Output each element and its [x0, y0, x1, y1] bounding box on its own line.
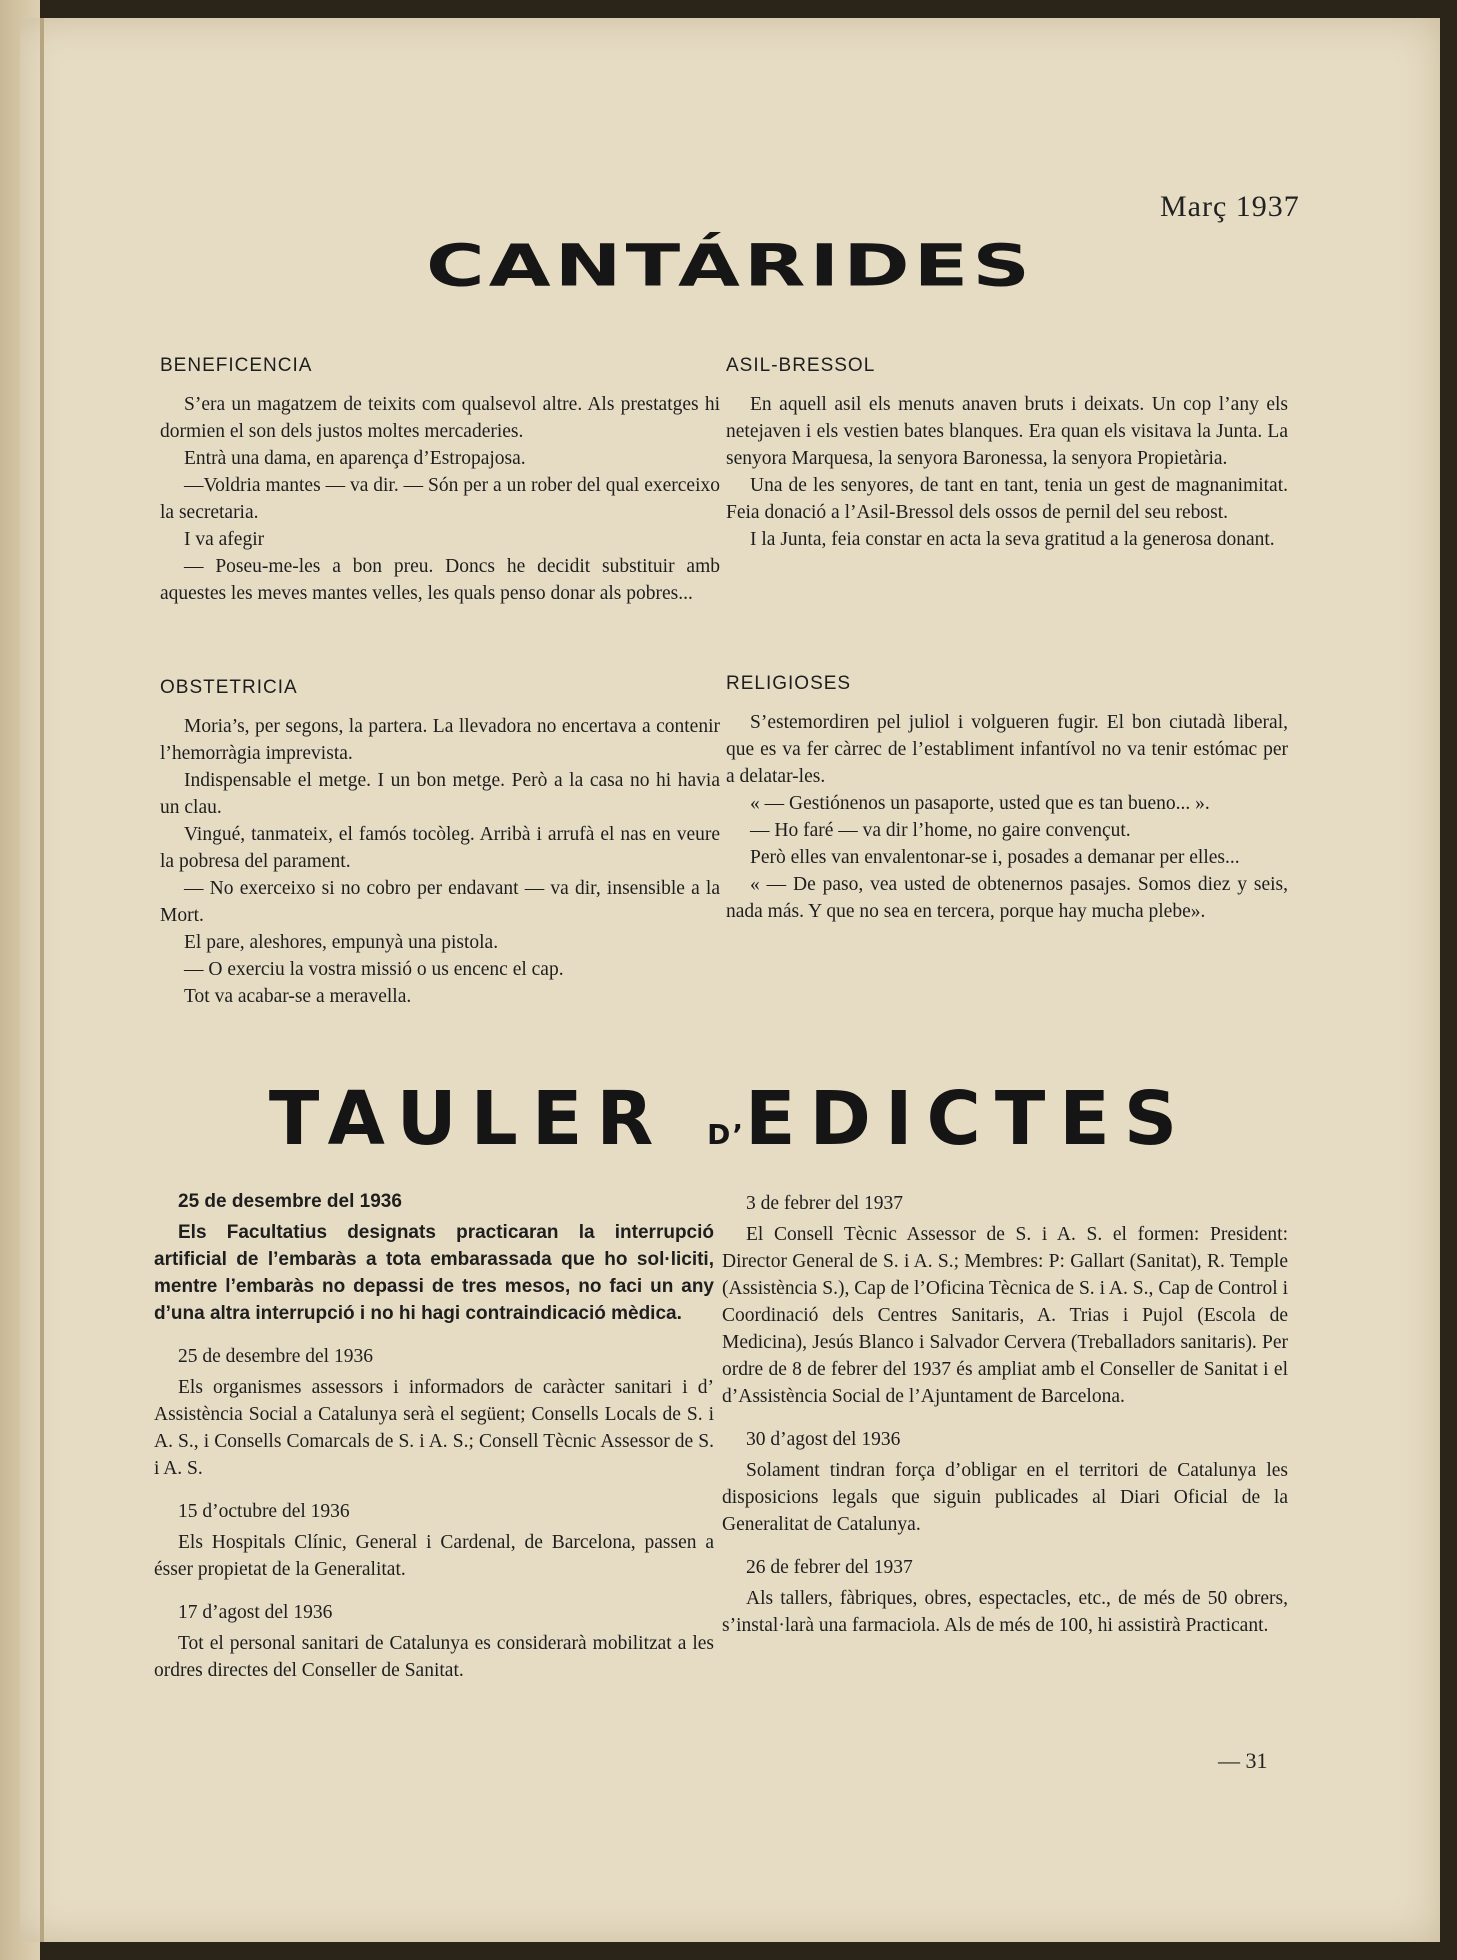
edict-entry [154, 1188, 714, 1327]
article-religioses [726, 670, 1288, 925]
paragraph: I la Junta, feia constar en acta la seva gratitud a la generosa donant. [750, 529, 1275, 550]
paragraph: « — Gestiónenos un pasaporte, usted que es tan bueno... ». [750, 793, 1210, 814]
edict-text: Als tallers, fàbriques, obres, espectacles, etc., de més de 50 obrers, s’instal·larà una farmaciola. Als de més de 100, hi assistirà Practicant. [722, 1588, 1288, 1636]
edict-date: 25 de desembre del 1936 [178, 1346, 373, 1367]
article-asil-bressol [726, 352, 1288, 553]
article-heading: OBSTETRICIA [160, 677, 298, 698]
edict-text: Els organismes assessors i informadors de caràcter sanitari i d’ Assistència Social a Catalunya serà el següent; Consells Locals de S. i A. S., i Consells Comarcals de S. i A. S.; Consell Tècnic Assessor de S. i A. S. [154, 1377, 714, 1479]
edict-entry [154, 1599, 714, 1684]
cantarides-left-column [160, 352, 720, 625]
paragraph: El pare, aleshores, empunyà una pistola. [184, 932, 499, 953]
section-title-tauler-edictes [20, 1076, 1440, 1162]
paragraph: S’estemordiren pel juliol i volgueren fugir. El bon ciutadà liberal, que es va fer càrrec de l’establiment infantívol no va tenir estómac per a delatar-les. [726, 712, 1288, 787]
page-fold [40, 18, 44, 1942]
edict-text: Tot el personal sanitari de Catalunya es considerarà mobilitzat a les ordres directes del Conseller de Sanitat. [154, 1633, 714, 1681]
paragraph: En aquell asil els menuts anaven bruts i deixats. Un cop l’any els netejaven i els vestien bates blanques. Era quan els visitava la Junta. La senyora Marquesa, la senyora Baronessa, la senyora Propietària. [726, 394, 1288, 469]
paragraph: — Ho faré — va dir l’home, no gaire convençut. [750, 820, 1131, 841]
edict-text: Els Facultatius designats practicaran la interrupció artificial de l’embaràs a tota embarassada que ho sol·liciti, mentre l’embaràs no depassi de tres mesos, no faci un any d’una altra interrupció i no hi hagi contraindicació mèdica. [154, 1222, 714, 1324]
edict-date: 3 de febrer del 1937 [746, 1193, 904, 1214]
edict-date: 15 d’octubre del 1936 [178, 1501, 350, 1522]
edict-text: El Consell Tècnic Assessor de S. i A. S. el formen: President: Director General de S. i A. S.; Membres: P: Gallart (Sanitat), R. Temple (Assistència S.), Cap de l’Oficina Tècnica de S. i A. S., Cap de Control i Coordinació dels Centres Sanitaris, A. Trias i Pujol (Escola de Medicina), Jesús Blanco i Salvador Cervera (Treballadors sanitaris). Per ordre de 8 de febrer del 1937 és ampliat amb el Conseller de Sanitat i el d’Assistència Social de l’Ajuntament de Barcelona. [722, 1224, 1288, 1407]
paragraph: —Voldria mantes — va dir. — Són per a un rober del qual exerceixo la secretaria. [160, 475, 720, 523]
edict-date: 30 d’agost del 1936 [746, 1429, 901, 1450]
magazine-page [20, 18, 1440, 1942]
edict-date: 17 d’agost del 1936 [178, 1602, 333, 1623]
section-title-cantarides: CANTÁRIDES [426, 232, 1034, 299]
paragraph: Tot va acabar-se a meravella. [184, 986, 412, 1007]
edict-entry [154, 1498, 714, 1583]
paragraph: — Poseu-me-les a bon preu. Doncs he decidit substituir amb aquestes les meves mantes velles, les quals penso donar als pobres... [160, 556, 720, 604]
cantarides-right-column [726, 352, 1288, 571]
edict-entry [722, 1426, 1288, 1538]
cantarides-right-column-lower [726, 670, 1288, 943]
title-part: D’ [707, 1118, 745, 1151]
paragraph: Una de les senyores, de tant en tant, tenia un gest de magnanimitat. Feia donació a l’Asil-Bressol dels ossos de pernil del seu rebost. [726, 475, 1288, 523]
page-number: — 31 [1218, 1748, 1268, 1773]
edictes-left-column [154, 1188, 714, 1700]
edict-text: Els Hospitals Clínic, General i Cardenal, de Barcelona, passen a ésser propietat de la Generalitat. [154, 1532, 714, 1580]
paragraph: Moria’s, per segons, la partera. La llevadora no encertava a contenir l’hemorràgia imprevista. [160, 716, 720, 764]
issue-date: Març 1937 [1160, 190, 1300, 223]
edict-entry [722, 1554, 1288, 1639]
edict-entry [722, 1190, 1288, 1410]
paragraph: — No exerceixo si no cobro per endavant — va dir, insensible a la Mort. [160, 878, 720, 926]
cantarides-left-column-lower [160, 674, 720, 1028]
paragraph: — O exerciu la vostra missió o us encenc el cap. [184, 959, 564, 980]
article-heading: ASIL-BRESSOL [726, 355, 876, 376]
edict-date: 26 de febrer del 1937 [746, 1557, 913, 1578]
paragraph: Però elles van envalentonar-se i, posades a demanar per elles... [750, 847, 1240, 868]
edict-entry [154, 1343, 714, 1482]
paragraph: « — De paso, vea usted de obtenernos pasajes. Somos diez y seis, nada más. Y que no sea en tercera, porque hay mucha plebe». [726, 874, 1288, 922]
edict-date: 25 de desembre del 1936 [178, 1191, 402, 1212]
paragraph: I va afegir [184, 529, 265, 550]
title-part: TAULER [268, 1076, 668, 1162]
paragraph: S’era un magatzem de teixits com qualsevol altre. Als prestatges hi dormien el son dels justos moltes mercaderies. [160, 394, 720, 442]
article-heading: RELIGIOSES [726, 673, 852, 694]
paragraph: Vingué, tanmateix, el famós tocòleg. Arribà i arrufà el nas en veure la pobresa del parament. [160, 824, 720, 872]
edict-text: Solament tindran força d’obligar en el territori de Catalunya les disposicions legals que siguin publicades al Diari Oficial de la Generalitat de Catalunya. [722, 1460, 1288, 1535]
title-part: EDICTES [745, 1076, 1192, 1162]
paragraph: Indispensable el metge. I un bon metge. Però a la casa no hi havia un clau. [160, 770, 720, 818]
paragraph: Entrà una dama, en aparença d’Estropajosa. [184, 448, 526, 469]
article-obstetricia [160, 674, 720, 1010]
article-heading: BENEFICENCIA [160, 355, 313, 376]
article-beneficencia [160, 352, 720, 607]
edictes-right-column [722, 1190, 1288, 1655]
